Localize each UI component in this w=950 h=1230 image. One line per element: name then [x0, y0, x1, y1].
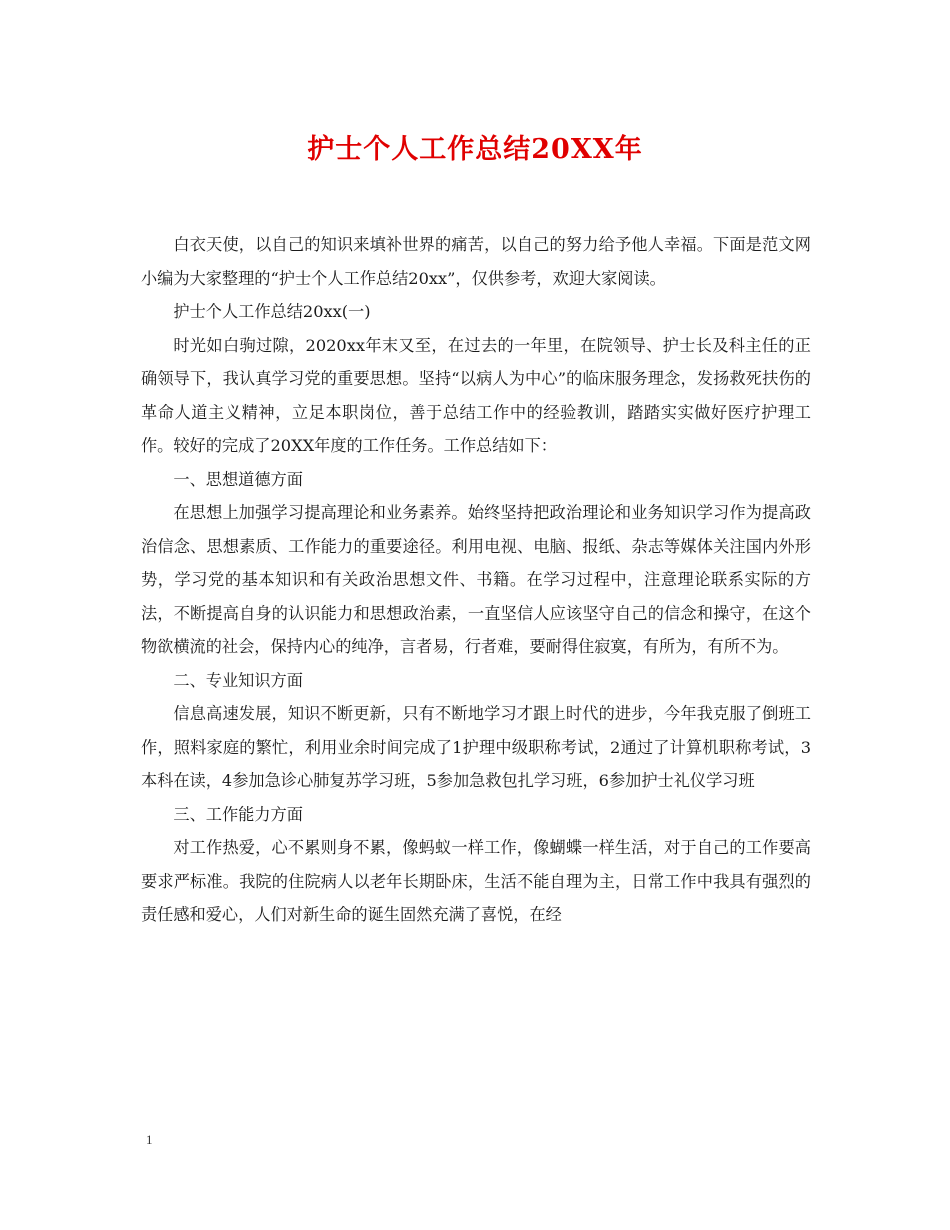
body-paragraph: 信息高速发展，知识不断更新，只有不断地学习才跟上时代的进步，今年我克服了倒班工作，照料家庭的繁忙，利用业余时间完成了1护理中级职称考试，2通过了计算机职称考试，3本科在读，4参加急诊心肺复苏学习班，5参加急救包扎学习班，6参加护士礼仪学习班	[141, 704, 811, 790]
section-heading: 二、专业知识方面	[173, 670, 303, 690]
section-heading: 一、思想道德方面	[173, 469, 303, 489]
body-paragraph: 在思想上加强学习提高理论和业务素养。始终坚持把政治理论和业务知识学习作为提高政治信念、思想素质、工作能力的重要途径。利用电视、电脑、报纸、杂志等媒体关注国内外形势，学习党的基本知识和有关政治思想文件、书籍。在学习过程中，注意理论联系实际的方法，不断提高自身的认识能力和思想政治素，一直坚信人应该坚守自己的信念和操守，在这个物欲横流的社会，保持内心的纯净，言者易，行者难，要耐得住寂寞，有所为，有所不为。	[141, 503, 811, 656]
page-number: 1	[146, 1132, 153, 1147]
document-body	[141, 228, 811, 932]
section-heading: 三、工作能力方面	[173, 804, 303, 824]
document-title: 护士个人工作总结20XX年	[307, 134, 643, 165]
body-paragraph: 对工作热爱，心不累则身不累，像蚂蚁一样工作，像蝴蝶一样生活，对于自己的工作要高要求严标准。我院的住院病人以老年长期卧床，生活不能自理为主，日常工作中我具有强烈的责任感和爱心，人们对新生命的诞生固然充满了喜悦，在经	[141, 838, 811, 924]
intro-paragraph: 白衣天使，以自己的知识来填补世界的痛苦，以自己的努力给予他人幸福。下面是范文网小编为大家整理的“护士个人工作总结20xx”，仅供参考，欢迎大家阅读。	[141, 235, 811, 288]
body-paragraph: 时光如白驹过隙，2020xx年末又至，在过去的一年里，在院领导、护士长及科主任的正确领导下，我认真学习党的重要思想。坚持“以病人为中心”的临床服务理念，发扬救死扶伤的革命人道主义精神，立足本职岗位，善于总结工作中的经验教训，踏踏实实做好医疗护理工作。较好的完成了20XX年度的工作任务。工作总结如下：	[141, 335, 811, 455]
section-heading: 护士个人工作总结20xx(一)	[173, 302, 371, 321]
